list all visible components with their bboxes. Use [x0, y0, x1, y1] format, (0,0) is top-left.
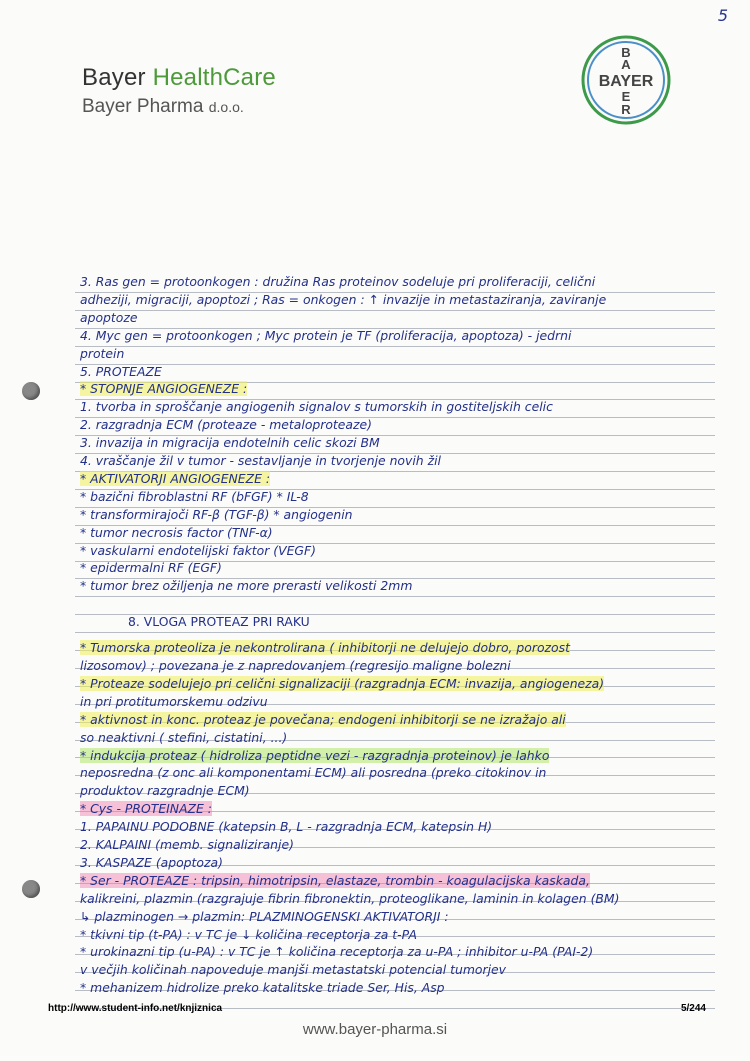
note-line: * Tumorska proteoliza je nekontrolirana ( inhibitorji ne delujejo dobro, porozost [80, 640, 570, 656]
note-line: * transformirajoči RF-β (TGF-β) * angiogenin [80, 506, 353, 522]
note-line: ↳ plazminogen → plazmin: PLAZMINOGENSKI AKTIVATORJI : [80, 908, 449, 924]
footer-url: http://www.student-info.net/knjiznica [48, 1003, 223, 1014]
note-line: 8. VLOGA PROTEAZ PRI RAKU [128, 614, 310, 630]
bayer-cross-logo [580, 34, 672, 126]
note-line: adheziji, migraciji, apoptozi ; Ras = onkogen : ↑ invazije in metastaziranja, zaviranje [80, 291, 607, 307]
note-line: * urokinazni tip (u-PA) : v TC je ↑ količina receptorja za u-PA ; inhibitor u-PA (PAI-2) [80, 944, 594, 960]
ruled-line [75, 632, 715, 633]
note-line: * Proteaze sodelujejo pri celični signalizaciji (razgradnja ECM: invazija, angiogeneza) [80, 675, 605, 691]
note-line: protein [80, 345, 125, 361]
note-line: * tumor necrosis factor (TNF-α) [80, 524, 273, 540]
note-line: v večjih količinah napoveduje manjši metastatski potencial tumorjev [80, 962, 507, 978]
svg-text:BAYER: BAYER [598, 73, 654, 90]
note-line: produktov razgradnje ECM) [80, 783, 250, 799]
note-line: 3. Ras gen = protoonkogen : družina Ras proteinov sodeluje pri proliferaciji, celični [80, 274, 596, 289]
note-line: 5. PROTEAZE [80, 363, 162, 379]
note-line: * bazični fibroblastni RF (bFGF) * IL-8 [80, 488, 309, 504]
note-line: 3. invazija in migracija endotelnih celic skozi BM [80, 435, 380, 451]
svg-text:E: E [621, 89, 631, 104]
note-line: 1. tvorba in sproščanje angiogenih signalov s tumorskih in gostiteljskih celic [80, 399, 553, 415]
binder-hole-bottom [22, 880, 40, 898]
brand-healthcare: HealthCare [152, 64, 276, 91]
note-line: * tkivni tip (t-PA) : v TC je ↓ količina receptorja za t-PA [80, 926, 417, 942]
note-line: * epidermalni RF (EGF) [80, 560, 222, 576]
note-line: * mehanizem hidrolize preko katalitske triade Ser, His, Asp [80, 980, 445, 996]
note-line: in pri protitumorskemu odzivu [80, 693, 268, 709]
note-line: * Cys - PROTEINAZE : [80, 801, 212, 817]
note-line: * STOPNJE ANGIOGENEZE : [80, 381, 248, 397]
note-line: neposredna (z onc ali komponentami ECM) ali posredna (preko citokinov in [80, 765, 547, 781]
note-line: * AKTIVATORJI ANGIOGENEZE : [80, 470, 271, 486]
note-line: 4. Myc gen = protoonkogen ; Myc protein je TF (proliferacija, apoptoza) - jedrni [80, 327, 572, 343]
note-line: * tumor brez ožiljenja ne more prerasti velikosti 2mm [80, 578, 413, 594]
note-line: * Ser - PROTEAZE : tripsin, himotripsin, elastaze, trombin - koagulacijska kaskada, [80, 872, 590, 888]
ruled-line [75, 596, 715, 597]
note-line: so neaktivni ( stefini, cistatini, ...) [80, 729, 288, 745]
note-line: 2. razgradnja ECM (proteaze - metaloproteaze) [80, 417, 372, 433]
note-line: kalikreini, plazmin (razgrajuje fibrin fibronektin, proteoglikane, laminin in kolagen (BM) [80, 890, 620, 906]
note-line: lizosomov) ; povezana je z napredovanjem (regresijo maligne bolezni [80, 658, 511, 673]
note-line: 2. KALPAINI (memb. signaliziranje) [80, 837, 294, 852]
note-line: 3. KASPAZE (apoptoza) [80, 854, 223, 870]
binder-hole-top [22, 382, 40, 400]
svg-text:R: R [621, 102, 631, 117]
svg-text:B: B [621, 45, 631, 60]
brand-pharma: Bayer Pharma [82, 96, 204, 117]
note-line: 1. PAPAINU PODOBNE (katepsin B, L - razgradnja ECM, katepsin H) [80, 819, 493, 835]
note-line: * vaskularni endotelijski faktor (VEGF) [80, 542, 316, 558]
brand-bayer: Bayer [82, 64, 146, 91]
footer-page: 5/244 [680, 1003, 706, 1014]
note-line: * aktivnost in konc. proteaz je povečana; endogeni inhibitorji se ne izražajo ali [80, 711, 566, 727]
brand-title [82, 64, 276, 92]
note-line: apoptoze [80, 309, 138, 325]
brand-subtitle [82, 96, 244, 118]
note-line: 4. vraščanje žil v tumor - sestavljanje in tvorjenje novih žil [80, 453, 441, 468]
page-number: 5 [717, 6, 728, 25]
note-line: * indukcija proteaz ( hidroliza peptidne vezi - razgradnja proteinov) je lahko [80, 747, 550, 763]
svg-text:A: A [621, 57, 631, 72]
brand-doo: d.o.o. [208, 99, 244, 115]
footer-site: www.bayer-pharma.si [302, 1021, 448, 1038]
